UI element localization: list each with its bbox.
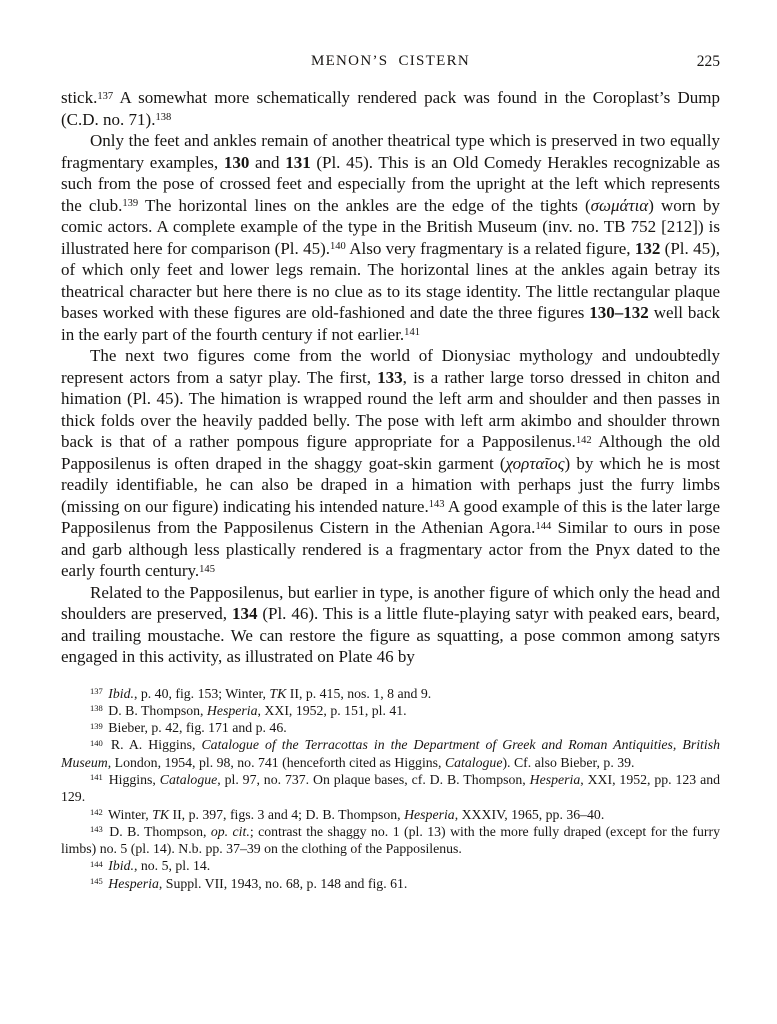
text-run: , XXXIV, 1965, pp. 36–40. <box>454 806 605 822</box>
text-run: Hesperia <box>404 806 455 822</box>
footnote-marker: 139 <box>122 198 139 210</box>
text-run: 130–132 <box>589 303 649 322</box>
page-header <box>61 0 720 71</box>
text-run: II, p. 415, nos. 1, 8 and 9. <box>286 685 432 701</box>
text-run: The horizontal lines on the ankles are the edge of the tights ( <box>138 195 591 215</box>
text-run: , XXI, 1952, pp. 123 and 129. <box>61 771 721 805</box>
footnote-marker: 140 <box>330 241 346 253</box>
footnote <box>61 806 720 823</box>
footnotes <box>61 685 720 893</box>
text-run: σωμάτια <box>590 195 649 215</box>
text-run: and <box>249 152 286 172</box>
footnote-marker: 143 <box>428 499 445 511</box>
text-run: D. B. Thompson, <box>104 823 211 839</box>
text-run: Although the old Papposilenus is often draped in the shaggy goat-skin garment ( <box>61 432 720 473</box>
footnote-marker: 143 <box>90 824 103 835</box>
text-run: , Suppl. VII, 1943, no. 68, p. 148 and fig. 61. <box>158 875 408 891</box>
footnote-marker: 145 <box>199 563 215 575</box>
footnote-marker: 137 <box>97 90 114 102</box>
footnote-marker: 138 <box>155 112 172 124</box>
text-run: 133 <box>377 367 403 387</box>
text-run: II, p. 397, figs. 3 and 4; D. B. Thompson, <box>169 806 405 822</box>
footnote-marker: 141 <box>404 327 420 339</box>
footnote-marker: 142 <box>575 434 592 446</box>
footnote-marker: 137 <box>90 685 103 696</box>
text-run: A somewhat more schematically rendered pack was found in the Coroplast’s Dump (C.D. no. 71). <box>61 88 720 129</box>
text-run: , is a rather large torso dressed in chiton and himation (Pl. 45). The himation is wrapped round the left arm and shoulder and then passes in thick folds over the heavily padded belly. The pose with left arm akimbo and shoulder thrown back is that of a rather pompous figure appropriate for a Papposilenus. <box>61 367 721 451</box>
paragraph <box>61 87 720 130</box>
text-run: Catalogue <box>159 771 218 787</box>
text-run: Ibid. <box>108 685 134 701</box>
text-run: χορταῖος <box>505 453 565 473</box>
text-run: Catalogue <box>444 754 503 770</box>
text-run: ) worn by comic actors. A complete example of the type in the British Museum (inv. no. TB 752 [212]) is illustrated here for comparison (Pl. 45). <box>61 195 720 258</box>
text-run: Related to the Papposilenus, but earlier in type, is another figure of which only the head and shoulders are preserved, <box>61 582 720 623</box>
text-run: op. cit. <box>210 823 250 839</box>
footnote <box>61 823 720 858</box>
text-run: 130 <box>223 152 250 172</box>
footnote-marker: 139 <box>90 720 103 731</box>
paragraph <box>61 582 720 668</box>
paragraph <box>61 345 720 582</box>
footnote <box>61 736 720 771</box>
text-run: Hesperia <box>206 702 258 718</box>
text-run: Hesperia <box>529 771 581 787</box>
footnote-marker: 144 <box>90 858 103 869</box>
text-run: 132 <box>634 238 661 258</box>
footnote-marker: 142 <box>90 807 103 817</box>
body-text <box>61 87 720 668</box>
text-run: (Pl. 45). This is an Old Comedy Herakles recognizable as such from the pose of crossed feet and especially from the upright at the left which represents the club. <box>61 152 721 215</box>
footnote-marker: 145 <box>90 876 103 887</box>
running-title: MENON’S CISTERN <box>310 53 471 69</box>
text-run: TK <box>152 806 170 822</box>
text-run: Only the feet and ankles remain of another theatrical type which is preserved in two equally fragmentary examples, <box>61 131 720 172</box>
text-run: , p. 40, fig. 153; Winter, <box>133 685 270 701</box>
text-run: , pl. 97, no. 737. On plaque bases, cf. D. B. Thompson, <box>217 771 530 787</box>
footnote <box>61 719 720 736</box>
text-run: Bieber, p. 42, fig. 171 and p. 46. <box>104 720 287 736</box>
text-run: (Pl. 45), of which only feet and lower legs remain. The horizontal lines at the ankles again betray its theatrical character but here there is no clue as to its stage identity. The little rectangular plaque bases worked with these figures are old-fashioned and date the three figures <box>61 238 721 322</box>
text-run: Similar to ours in pose and garb although less plastically rendered is a fragmentary actor from the Pnyx dated to the early fourth century. <box>61 518 720 580</box>
footnote <box>61 875 720 892</box>
text-run: R. A. Higgins, <box>104 737 202 753</box>
footnote-marker: 141 <box>90 772 103 783</box>
text-run: ) by which he is most readily identifiable, he can also be draped in a himation with perhaps just the furry limbs (missing on our figure) indicating his intended nature. <box>61 453 720 516</box>
text-run: 134 <box>231 604 258 623</box>
footnote-marker: 140 <box>90 737 103 748</box>
text-run: TK <box>269 685 287 701</box>
text-run: Hesperia <box>108 875 159 891</box>
text-run: Ibid. <box>108 858 134 874</box>
footnote <box>61 702 720 719</box>
paragraph <box>61 130 720 345</box>
text-run: (Pl. 46). This is a little flute-playing satyr with peaked ears, beard, and trailing moustache. We can restore the figure as squatting, a pose common among satyrs engaged in this activity, as illustrated on Plate 46 by <box>61 604 720 666</box>
text-run: 131 <box>285 152 311 172</box>
footnote-marker: 144 <box>535 520 552 532</box>
footnote <box>61 685 720 702</box>
text-run: well back in the early part of the fourth century if not earlier. <box>61 303 721 344</box>
text-run: Winter, <box>104 806 153 822</box>
text-run: The next two figures come from the world of Dionysiac mythology and undoubtedly represent actors from a satyr play. The first, <box>61 346 720 387</box>
text-run: stick. <box>61 88 98 107</box>
text-run: , no. 5, pl. 14. <box>133 858 211 874</box>
text-run: , London, 1954, pl. 98, no. 741 (henceforth cited as Higgins, <box>107 754 445 770</box>
page-number: 225 <box>696 53 720 70</box>
text-run: , XXI, 1952, p. 151, pl. 41. <box>257 702 407 718</box>
footnote-marker: 138 <box>90 703 103 714</box>
text-run: Also very fragmentary is a related figure, <box>345 238 635 258</box>
text-run: Higgins, <box>104 771 160 787</box>
text-run: Catalogue of the Terracottas in the Department of Greek and Roman Antiquities, British Museum <box>61 737 720 770</box>
footnote <box>61 857 720 874</box>
text-run: D. B. Thompson, <box>104 702 207 718</box>
text-run: A good example of this is the later large Papposilenus from the Papposilenus Cistern in the Athenian Agora. <box>61 496 720 537</box>
text-run: ; contrast the shaggy no. 1 (pl. 13) with the more fully draped (except for the furry limbs) no. 5 (pl. 14). N.b. pp. 37–39 on the clothing of the Papposilenus. <box>61 823 721 857</box>
text-run: ). Cf. also Bieber, p. 39. <box>502 754 635 770</box>
footnote <box>61 771 720 806</box>
